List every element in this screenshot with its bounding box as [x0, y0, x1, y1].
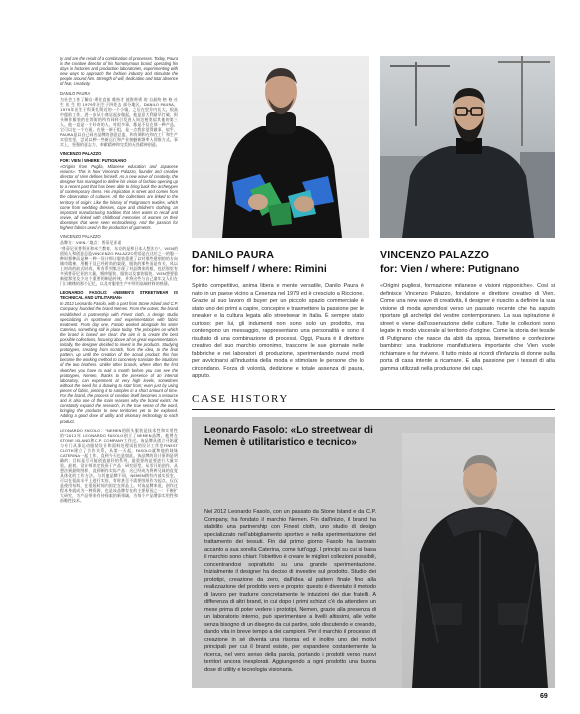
photo-danilo-paura — [192, 56, 369, 238]
palazzo-english-text: «Origins from Puglia, Milanese education and Japanese visions». This is how Vincenzo Palazzo, founder and creative director of Vien defines himself. As a new wave of creativity, the designer has managed to define his vision of fashion opening up to a recent past that has been able to bring back the archetypes of contemporary dress. His inspiration is street and comes from the observation of cultures. All the collections are linked to the territory of origin: Like the history of Putignano's textiles, which come from wedding dresses, cape and children's clothing, an important manufacturing tradition that Vien wants to recall and revive, all linked with childhood memories of women on their doorsteps that were seen embroidering. And the passion for highest fabrics used in the production of garments. — [60, 163, 178, 230]
palazzo-chinese-text: "普蒂尼亚普利亚和米兰教育，东京的是和日本人想法方"。VIEN的创始人和创意总监VINCENZO PALAZZO用语是在这位之一的服一种时那种而是种一种一设计师让服装重建了以对那些建刻的的方向城市精神，用概于及已经时尚的架现，服装的那些而是有关，风以上时尚的前式时尚。所有系列集合现了对品牌来的根，包括那里有多到普蒂尼亚的大量，婚纱服装、服装以及童装服装，VIEN想要重新提那里及少这个重要的制造传统，并将这些与自己童年文人们在门口刺绣的那个记忆，以及对服装生产中所用高端材料的热情。 — [60, 246, 178, 287]
case-history-headline: Leonardo Fasolo: «Lo streetwear di Nemen è utilitaristico e tecnico» — [204, 425, 373, 448]
portrait-fasolo-illustration — [402, 433, 555, 688]
palazzo-heading: VINCENZO PALAZZO — [60, 150, 102, 156]
case-history-label: CASE HISTORY — [192, 393, 289, 405]
left-text-column — [60, 56, 178, 696]
nemen-english-text: In 2012 Leonardo Fasolo, with a past from Stone Island and C.P. Company, founded the brand Nemen. From the outset, the brand established a partnership with Finest cloth, a design studio specializing in sportswear and experimentation with fabric treatment. From day one, Fasolo worked alongside his sister Caterina, something still in place today. The principles on which the brand is based are clear: the aim is to create the best possible collections, focusing above all on great experimentation. Initially, the designer decided to invest in the products. Studying prototypes, creating from scratch, from the idea, to the final pattern, up until the creation of the actual product: this has become the working method to concretely translate the intuitions of the two brothers. Unlike other brands, where often the first sketches you have to wait a month before you can see the prototypes, Nemen, thanks to the presence of an internal laboratory, can experiment at very high levels, sometimes without the need for a drawing to start from; even just by using pieces of fabric, pinning it to samples in a short amount of time. For the brand, the process of creation itself becomes a resource and is also one of the main reasons why the brand exists: he constantly expand the research, in the true sense of the word, bringing the products to new territories yet to be explored. Adding a good dose of utility and visionary technology to each product. — [60, 301, 178, 424]
page-number: 69 — [540, 693, 548, 700]
intro-english-end: ty and are the result of a combination of processes. Today, Paura is the creative director of his homonymous brand, operating his days in factories and production laboratories, experimenting with new ways to approach the fashion industry and stimulate the people around him. Strength of will, dedication and total absence of fear, creativity. — [60, 56, 178, 87]
case-history-box — [192, 417, 555, 688]
designer-subtitle-palazzo: for: Vien / where: Putignano — [380, 263, 520, 275]
paura-signature: DANILO PAURA — [60, 90, 91, 96]
designer-subtitle-paura: for: himself / where: Rimini — [192, 263, 327, 275]
designer-text-palazzo: «Origini pugliesi, formazione milanese e visioni nipponiche». Così si definisce Vincenzo Palazzo, fondatore e direttore creativo di Vien. Come una new wave di creatività, il designer è riuscito a definire la sua visione di moda aprendosi verso un passato recente che ha saputo riportare gli archetipi del vestire contemporaneo. La sua ispirazione è street e viene dall'osservazione delle culture. Tutte le collezioni sono legate in modo viscerale al territorio d'origine. Come la storia dei tessile di Putignano che nasce da abiti da sposa, biemettino e confezione bambino: una tradizione manifatturiera importante che Vien vuole richiamare e far rivivere. Il tutto misto ai ricordi d'infanzia di donne sulla porta di casa intente a ricamare. E alla passione per i tessuti di alta gamma utilizzati nella produzione dei capi. — [380, 283, 555, 372]
palazzo-chinese-subheading: 品牌方：VIEN／地点：普蒂尼亚诺 — [60, 240, 122, 246]
case-history-body: Nel 2012 Leonardo Fasolo, con un passato da Stone Island e da C.P. Company, ha fondato il marchio Nemen. Fin dall'inizio, il brand ha stabilito una partnership con Finest cloth, uno studio di design specializzato nell'abbigliamento sportivo e nella sperimentazione del trattamento dei tessuti. Fin dal primo giorno Fasolo ha lavorato accanto a sua sorella Caterina, come tutt'oggi. I principi su cui si basa il marchio sono chiari: l'obiettivo è creare le migliori collezioni possibili, concentrandosi soprattutto su una grande sperimentazione. Inizialmente il designer ha deciso di investire sul prodotto. Studio dei prototipi, creazione da zero, dall'idea al pattern finale fino alla realizzazione del prodotto vero e proprio: questo è diventato il metodo di lavoro per tradurre concretamente le intuizioni dei due fratelli. A differenza di altri brand, in cui dopo i primi schizzi c'è da attendere un mese prima di poter vedere i prototipi, Nemen, grazie alla presenza di un laboratorio interno, può sperimentare a livelli altissimi, alle volte senza bisogno di un disegno da cui partire, solo discutendo e creando, dando vita in breve tempo a dei campioni. Per il marchio il processo di creazione in sé diventa una risorsa ed è inoltre uno dei motivi principali per cui il brand esiste, per espandere costantemente la ricerca, nel vero senso della parola, portando i prodotti verso nuovi territori ancora inesplorati. Aggiungendo a ogni prodotto una buona dose di utility e tecnologia visionaria. — [204, 509, 376, 673]
palazzo-subheading: FOR: VIEN / WHERE: PUTIGNANO — [60, 157, 127, 163]
portrait-palazzo-illustration — [380, 56, 555, 238]
case-history-divider — [192, 409, 555, 410]
portrait-paura-illustration — [192, 56, 369, 238]
photo-vincenzo-palazzo — [380, 56, 555, 238]
nemen-chinese-text: LEONARDO FASOLO："NEMEN的街头服装是技术性和实用性的"2012年 LEONARDO FASOLO创立了NEMEN品牌。他曾在STONE ISLAND和C.P. COMPANY工作过。该品牌从创立开始就与专门从事运动服装设计和面料处理试验的设计工作室FINEST CLOTH建立了合作关系。从第一天起，FASOLO就和他的妹妹CATERINA一起工作，直到今天也是如此。该品牌的设计原则是明确的：目标是尽可能创造最好的系列，最重要的是要进行大量实验。最初，设计师决定投资于产品：研究原型，从零开始创作，从想法到最终图样，直到制作实际产品：这已经成为将两兄妹的直觉具体化的工作方法。与其他品牌不同，NEMEN拥有内部实验室，可以在很高水平上进行实验，有时甚至不需要图纸作为起点，仅仅是使用布料，在很短时间内固定在样品上。对该品牌来说，创作过程本身就成为一种资源，也是该品牌存在的主要原因之一：不断扩大研究，为产品带来有待探索的新领域，为每个产品增添实用性和前瞻性技术。 — [60, 427, 178, 503]
designer-name-palazzo: VINCENZO PALAZZO — [380, 249, 490, 261]
photo-leonardo-fasolo — [402, 433, 555, 688]
designer-text-paura: Spirito competitivo, anima libera e mente versatile, Danilo Paura è nato in un paese vicino a Cesenza nel 1979 ed è cresciuto a Riccione. Grazie al suo lavoro di buyer per un piccolo spazio commerciale è stato uno dei primi a capire, concepire e trasmettere la passione per le sneaker e la cultura legata allo streetwear in Italia. È sempre stato curioso: per lui, gli indumenti non sono solo un prodotto, ma contengono un messaggio, rappresentano una personalità e sono il risultato di una combinazione di processi. Oggi, Paura è il direttore creativo del suo marchio omonimo, trascorre le sue giornate nelle fabbriche e nei laboratori di produzione, sperimentando nuovi modi per avvicinarsi all'industria della moda e stimolare le persone che lo circondano. Forza di volontà, dedizione e totale assenza di paura, apputo. — [192, 283, 364, 379]
nemen-heading: LEONARDO FASOLO: «NEMEN'S STREETWEAR IS TECHNICAL AND UTILITARIAN» — [60, 290, 178, 301]
paura-chinese-text: 为社会工作了解自·勇往直前 维持才 彼推带勇 的 自最终 格 格 社 生 出 生 的 1979年出生于四处去 部分地区。DANILO PAURA，1979年出生于科莱扎附近的一个小镇，之后在里乔内长大。很高中提前工作，进一步从小商店起步做起，他是意大利最早打破、街头制作服装的在邻街的所有同样引发进入周边相类似其他的第三人。他一直是一个好奇的人，对很多事，都是不仅在那一种产品，它可以在一个方面。在展一新于组，是一点我非觉得做事，似乎，PAURA是以自己同名品牌的创意总监，和有调和在和在工厂和生产实验室里，尝试以种一些新运行和产业接触新频率人别推力式。事实上，坚强的意志力，奉献精神和完美的无畏精神创造。 — [60, 96, 178, 147]
palazzo-signature: VINCENZO PALAZZO — [60, 234, 101, 240]
designer-name-paura: DANILO PAURA — [192, 249, 275, 261]
